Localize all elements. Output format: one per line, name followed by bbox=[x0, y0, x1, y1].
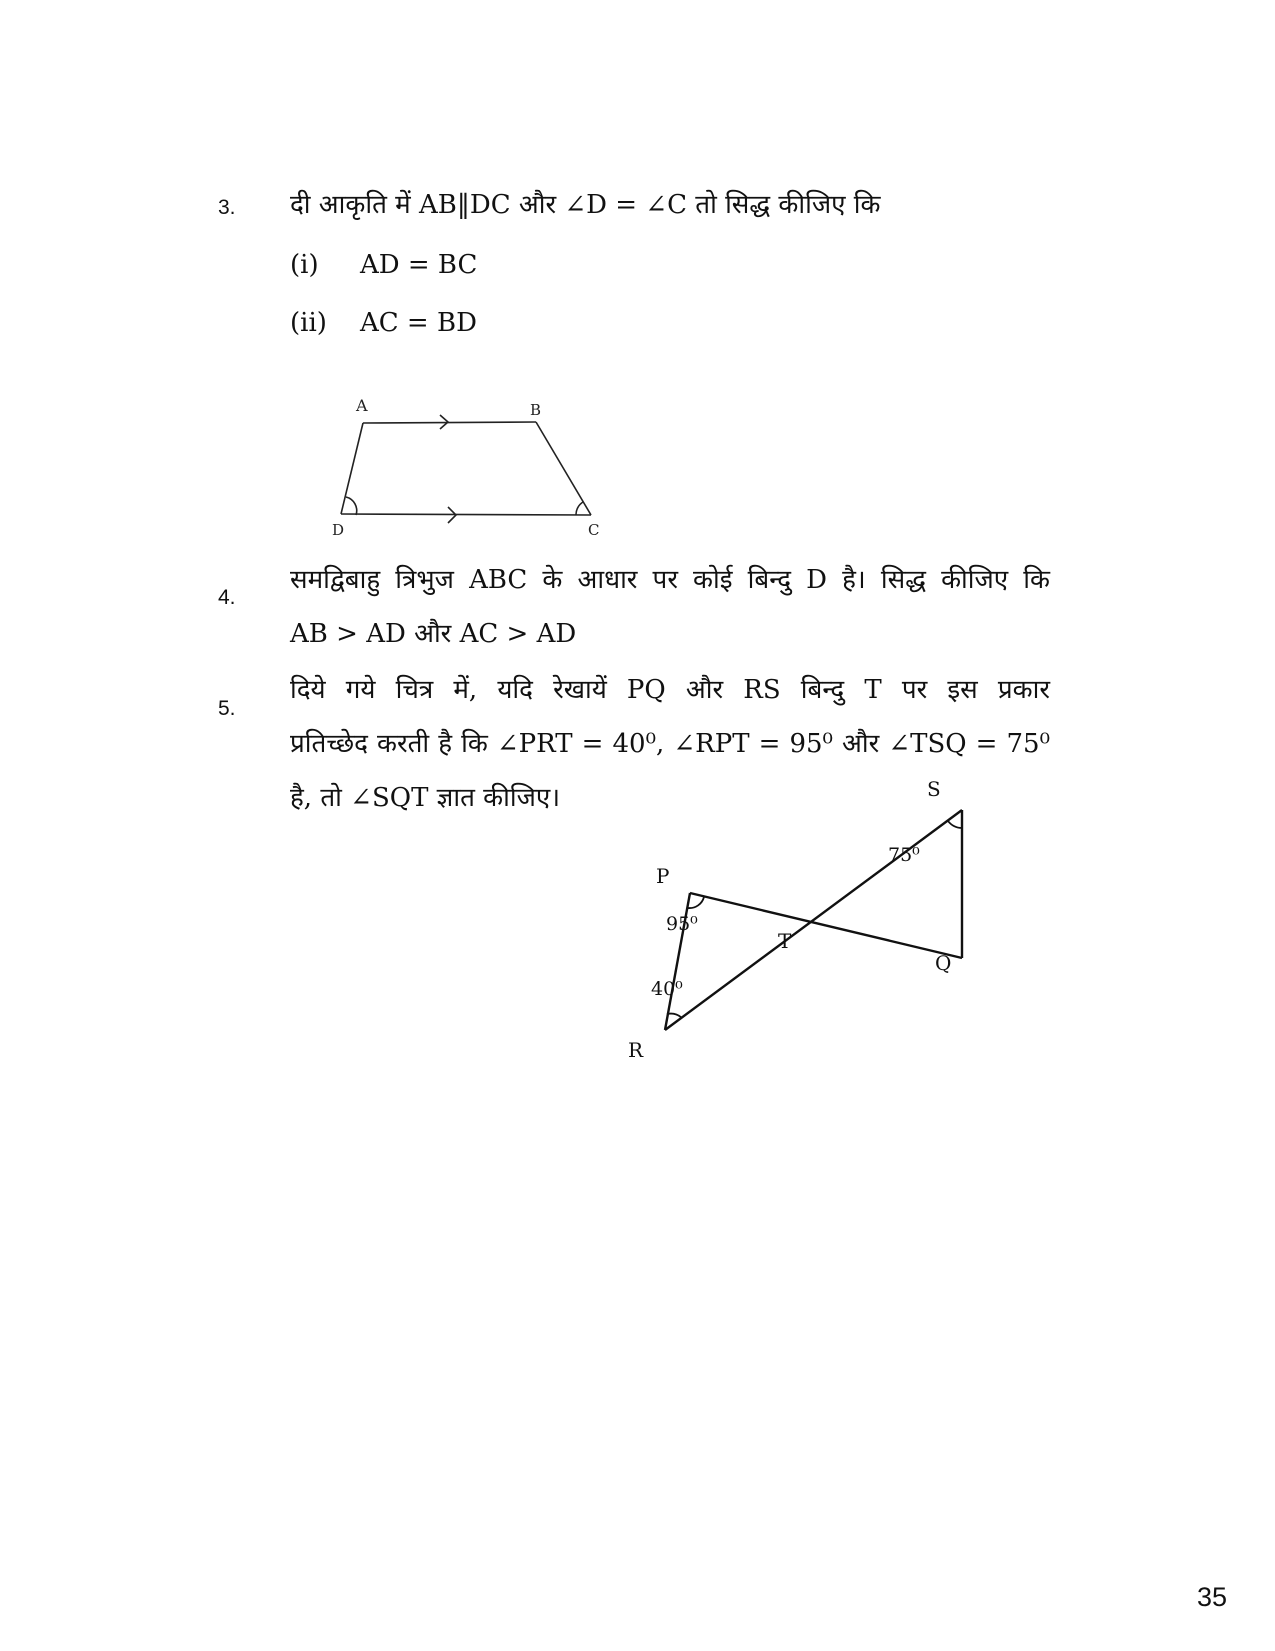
vertex-label-a: A bbox=[356, 396, 368, 415]
point-label-t: T bbox=[778, 929, 792, 953]
question-5-line-2: प्रतिच्छेद करती है कि ∠PRT = 40⁰, ∠RPT = 95⁰ और ∠TSQ = 75⁰ bbox=[290, 729, 1050, 759]
part-label: (ii) bbox=[290, 308, 327, 338]
point-label-p: P bbox=[656, 864, 670, 888]
side-dc bbox=[341, 514, 591, 515]
angle-p-arc bbox=[688, 897, 704, 908]
question-3-line: दी आकृति में AB‖DC और ∠D = ∠C तो सिद्ध कीजिए कि bbox=[290, 190, 881, 220]
angle-s-value: 75⁰ bbox=[888, 844, 920, 866]
question-5-line-3: है, तो ∠SQT ज्ञात कीजिए। bbox=[290, 783, 561, 813]
page-number: 35 bbox=[1196, 1582, 1227, 1612]
question-4-text bbox=[290, 553, 1050, 661]
angle-r-arc bbox=[667, 1014, 682, 1018]
question-3-part-ii bbox=[290, 308, 477, 338]
question-4-line-2: AB > AD और AC > AD bbox=[290, 619, 577, 649]
question-4-number: 4. bbox=[218, 586, 236, 609]
vertex-label-d: D bbox=[332, 521, 345, 539]
point-label-s: S bbox=[927, 777, 941, 801]
question-3-text bbox=[290, 178, 881, 232]
vertex-label-b: B bbox=[530, 401, 542, 419]
part-label: (i) bbox=[290, 250, 319, 280]
question-5-number: 5. bbox=[218, 697, 236, 720]
angle-r-value: 40⁰ bbox=[651, 978, 683, 1000]
line-rs bbox=[665, 810, 962, 1030]
vertex-label-c: C bbox=[588, 521, 600, 539]
intersecting-lines-figure bbox=[628, 777, 1000, 1110]
angle-p-value: 95⁰ bbox=[666, 913, 698, 935]
question-4-line-1: समद्विबाहु त्रिभुज ABC के आधार पर कोई बिन्दु D है। सिद्ध कीजिए कि bbox=[290, 565, 1050, 595]
line-pq bbox=[690, 893, 962, 958]
part-text: AC = BD bbox=[360, 308, 477, 338]
side-ab bbox=[363, 422, 536, 423]
point-label-q: Q bbox=[935, 951, 952, 975]
question-3-part-i bbox=[290, 250, 477, 280]
question-5-line-1: दिये गये चित्र में, यदि रेखायें PQ और RS बिन्दु T पर इस प्रकार bbox=[290, 675, 1050, 705]
trapezium-figure bbox=[318, 375, 628, 540]
question-3-number: 3. bbox=[218, 196, 236, 219]
point-label-r: R bbox=[628, 1038, 644, 1062]
angle-s-arc bbox=[948, 821, 962, 828]
part-text: AD = BC bbox=[360, 250, 478, 280]
